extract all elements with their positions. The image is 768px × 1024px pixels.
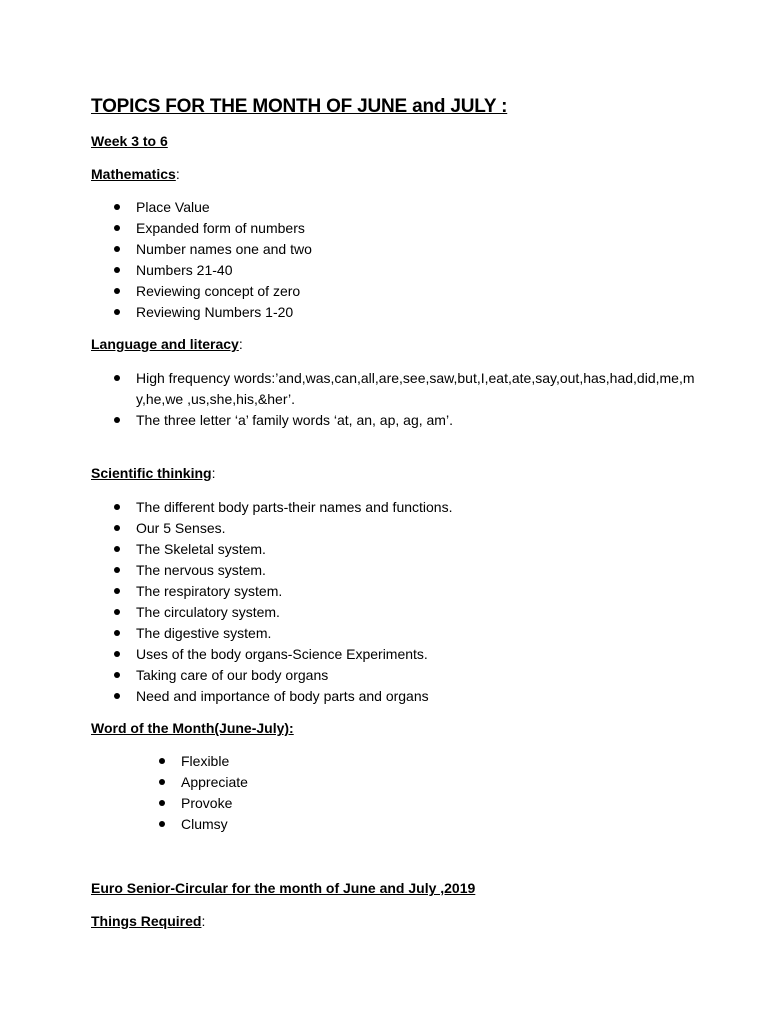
list-item: Provoke	[91, 793, 248, 814]
list-item: Appreciate	[91, 772, 248, 793]
things-required-colon: :	[201, 913, 206, 929]
list-item: The respiratory system.	[91, 581, 452, 602]
list-item: Taking care of our body organs	[91, 665, 452, 686]
list-item-text: High frequency words:’and,was,can,all,are,see,saw,but,I,eat,ate,say,out,has,had,did,me,my,he,we ,us,she,his,&her’.	[136, 370, 695, 407]
mathematics-heading	[91, 166, 180, 182]
page-title: TOPICS FOR THE MONTH OF JUNE and JULY :	[91, 96, 508, 117]
word-of-month-label: Word of the Month(June-July):	[91, 720, 294, 736]
list-item: Need and importance of body parts and organs	[91, 686, 452, 707]
mathematics-label: Mathematics	[91, 166, 176, 182]
things-required-heading	[91, 913, 205, 929]
science-colon: :	[211, 465, 216, 481]
list-item: Uses of the body organs-Science Experiments.	[91, 644, 452, 665]
mathematics-colon: :	[175, 166, 180, 182]
list-item: The Skeletal system.	[91, 539, 452, 560]
word-of-month-list	[91, 751, 248, 835]
list-item: The nervous system.	[91, 560, 452, 581]
list-item: The digestive system.	[91, 623, 452, 644]
list-item: The different body parts-their names and functions.	[91, 497, 452, 518]
science-label: Scientific thinking	[91, 465, 212, 481]
list-item: The circulatory system.	[91, 602, 452, 623]
circular-label: Euro Senior-Circular for the month of June and July ,2019	[91, 880, 476, 896]
list-item: Reviewing Numbers 1-20	[91, 302, 312, 323]
list-item: Number names one and two	[91, 239, 312, 260]
science-heading	[91, 465, 215, 481]
list-item: Expanded form of numbers	[91, 218, 312, 239]
list-item: Numbers 21-40	[91, 260, 312, 281]
things-required-label: Things Required	[91, 913, 202, 929]
list-item: Reviewing concept of zero	[91, 281, 312, 302]
language-heading	[91, 336, 243, 352]
circular-heading	[91, 880, 475, 896]
list-item: The three letter ‘a’ family words ‘at, an, ap, ag, am’.	[91, 410, 696, 431]
language-list	[91, 368, 696, 431]
list-item: Our 5 Senses.	[91, 518, 452, 539]
list-item: Clumsy	[91, 814, 248, 835]
week-label: Week 3 to 6	[91, 133, 168, 149]
week-heading	[91, 133, 168, 149]
mathematics-list	[91, 197, 312, 323]
list-item: Flexible	[91, 751, 248, 772]
list-item: Place Value	[91, 197, 312, 218]
language-label: Language and literacy	[91, 336, 239, 352]
word-of-month-heading	[91, 720, 294, 736]
list-item	[91, 368, 696, 410]
science-list	[91, 497, 452, 707]
language-colon: :	[238, 336, 243, 352]
